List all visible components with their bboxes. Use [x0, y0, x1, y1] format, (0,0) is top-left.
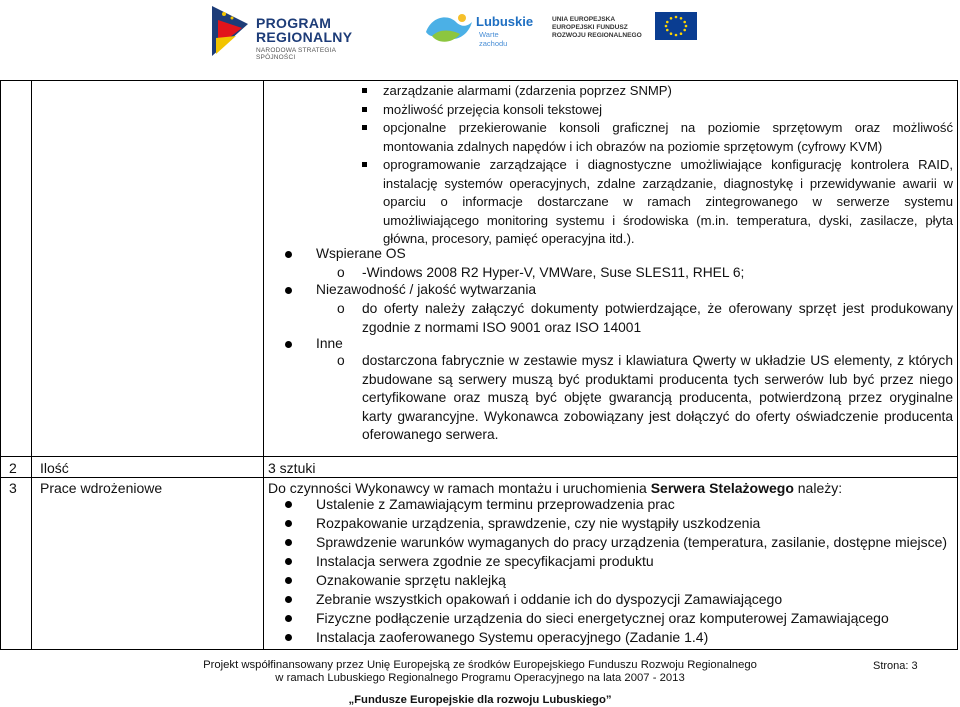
circle-marker: o	[337, 353, 345, 368]
list-item: oprogramowanie zarządzające i diagnostyczne umożliwiające konfigurację kontrolera RAID, instalację systemów operacyjnych, zdalne zarządzanie, diagnostykę i przewidywanie awarii w oparciu o informacje dostarczane w ramach zintegrowanego w serwerze systemu umożliwiającego monitoring systemu i środowiska (m.in. temperatura, dyski, zasilacze, płyta główna, procesory, pamięć operacyjna itd.).	[361, 156, 953, 249]
table-border-right	[957, 80, 958, 650]
page-number: Strona: 3	[873, 660, 918, 672]
square-bullet-icon	[362, 125, 367, 130]
list-item: Oznakowanie sprzętu naklejką	[285, 571, 925, 590]
supported-os-value: -Windows 2008 R2 Hyper-V, VMWare, Suse SLES11, RHEL 6;	[362, 265, 745, 280]
list-item: Ustalenie z Zamawiającym terminu przeprowadzenia prac	[285, 495, 925, 514]
square-bullet-icon	[362, 88, 367, 93]
lubuskie-emblem-icon	[422, 12, 474, 48]
table-border-bottom	[0, 649, 958, 650]
circle-marker: o	[337, 301, 345, 316]
round-bullet-icon	[285, 596, 292, 603]
row-number: 3	[9, 480, 17, 496]
round-bullet-icon	[285, 287, 292, 294]
program-logo-subtitle: NARODOWA STRATEGIA SPÓJNOŚCI	[256, 47, 336, 61]
round-bullet-icon	[285, 501, 292, 508]
program-regionalny-logo	[212, 4, 372, 61]
list-item: Instalacja serwera zgodnie ze specyfikacjami produktu	[285, 552, 925, 571]
row-number: 2	[9, 460, 17, 476]
supported-os-label: Wspierane OS	[316, 246, 406, 261]
list-item: zarządzanie alarmami (zdarzenia poprzez SNMP)	[361, 82, 953, 101]
program-logo-line1: PROGRAM	[256, 15, 332, 31]
lubuskie-logo	[422, 12, 534, 50]
list-item: Rozpakowanie urządzenia, sprawdzenie, czy nie wystąpiły uszkodzenia	[285, 514, 925, 533]
footer-line1: Projekt współfinansowany przez Unię Europejską ze środków Europejskiego Funduszu Rozwoju Regionalnego	[203, 659, 757, 671]
deployment-tasks-list	[285, 495, 948, 647]
supported-os-block	[285, 245, 953, 265]
reliability-value: do oferty należy załączyć dokumenty potwierdzające, że oferowany sprzęt jest produkowany zgodnie z normami ISO 9001 oraz ISO 14001	[362, 301, 953, 335]
reliability-label: Niezawodność / jakość wytwarzania	[316, 282, 537, 297]
eu-logo-line1: UNIA EUROPEJSKA	[552, 16, 616, 23]
eu-logo-line2: EUROPEJSKI FUNDUSZ	[552, 24, 628, 31]
round-bullet-icon	[285, 251, 292, 258]
row-intro: Do czynności Wykonawcy w ramach montażu i uruchomienia Serwera Stelażowego należy:	[268, 480, 843, 496]
program-logo-line2: REGIONALNY	[256, 29, 353, 45]
table-divider-col1	[31, 80, 32, 650]
lubuskie-logo-subtitle: Warte zachodu	[479, 30, 508, 48]
round-bullet-icon	[285, 634, 292, 641]
footer-slogan: „Fundusze Europejskie dla rozwoju Lubuskiego”	[348, 694, 612, 706]
list-item: opcjonalne przekierowanie konsoli graficznej na poziomie sprzętowym oraz możliwość montowania zdalnych napędów i ich obrazów na poziomie sprzętowym (cyfrowy KVM)	[361, 119, 953, 156]
specification-table	[0, 80, 958, 650]
list-item: Fizyczne podłączenie urządzenia do sieci energetycznej oraz komputerowej Zamawiającego	[285, 609, 925, 628]
eu-logo	[552, 8, 702, 52]
round-bullet-icon	[285, 615, 292, 622]
list-item: Sprawdzenie warunków wymaganych do pracy urządzenia (temperatura, zasilanie, dostępne miejsce)	[285, 533, 925, 552]
table-divider-col2	[263, 80, 264, 650]
list-item: Instalacja zaoferowanego Systemu operacyjnego (Zadanie 1.4)	[285, 628, 925, 647]
program-regionalny-flag-icon	[212, 6, 248, 56]
list-item: możliwość przejęcia konsoli tekstowej	[361, 101, 953, 120]
round-bullet-icon	[285, 341, 292, 348]
row-name: Ilość	[40, 460, 69, 476]
management-features-list	[361, 82, 953, 249]
row-value: 3 sztuki	[268, 460, 316, 476]
table-border-top	[0, 80, 958, 81]
round-bullet-icon	[285, 577, 292, 584]
other-value: dostarczona fabrycznie w zestawie mysz i klawiatura Qwerty w układzie US elementy, z których zbudowane są serwery muszą być produktami producenta tych serwerów lub być przez niego certyfikowane oraz muszą być objęte gwarancją producenta, potwierdzoną przez oryginalne karty gwarancyjne. Wykonawca zobowiązany jest dołączyć do oferty oświadczenie producenta oferowanego serwera.	[362, 353, 953, 443]
table-border-left	[0, 80, 1, 650]
round-bullet-icon	[285, 558, 292, 565]
eu-logo-line3: ROZWOJU REGIONALNEGO	[552, 32, 642, 39]
square-bullet-icon	[362, 107, 367, 112]
other-label: Inne	[316, 336, 343, 351]
reliability-block	[285, 281, 953, 301]
server-type-bold: Serwera Stelażowego	[650, 480, 794, 496]
list-item: Zebranie wszystkich opakowań i oddanie ich do dyspozycji Zamawiającego	[285, 590, 925, 609]
round-bullet-icon	[285, 520, 292, 527]
eu-flag-icon	[655, 12, 697, 40]
footer-line2: w ramach Lubuskiego Regionalnego Programu Operacyjnego na lata 2007 - 2013	[275, 672, 685, 684]
circle-marker: o	[337, 265, 345, 280]
row-name: Prace wdrożeniowe	[40, 480, 163, 496]
lubuskie-logo-name: Lubuskie	[476, 14, 534, 29]
table-divider-row2	[0, 456, 958, 457]
table-divider-row3	[0, 477, 958, 478]
round-bullet-icon	[285, 539, 292, 546]
square-bullet-icon	[362, 162, 367, 167]
